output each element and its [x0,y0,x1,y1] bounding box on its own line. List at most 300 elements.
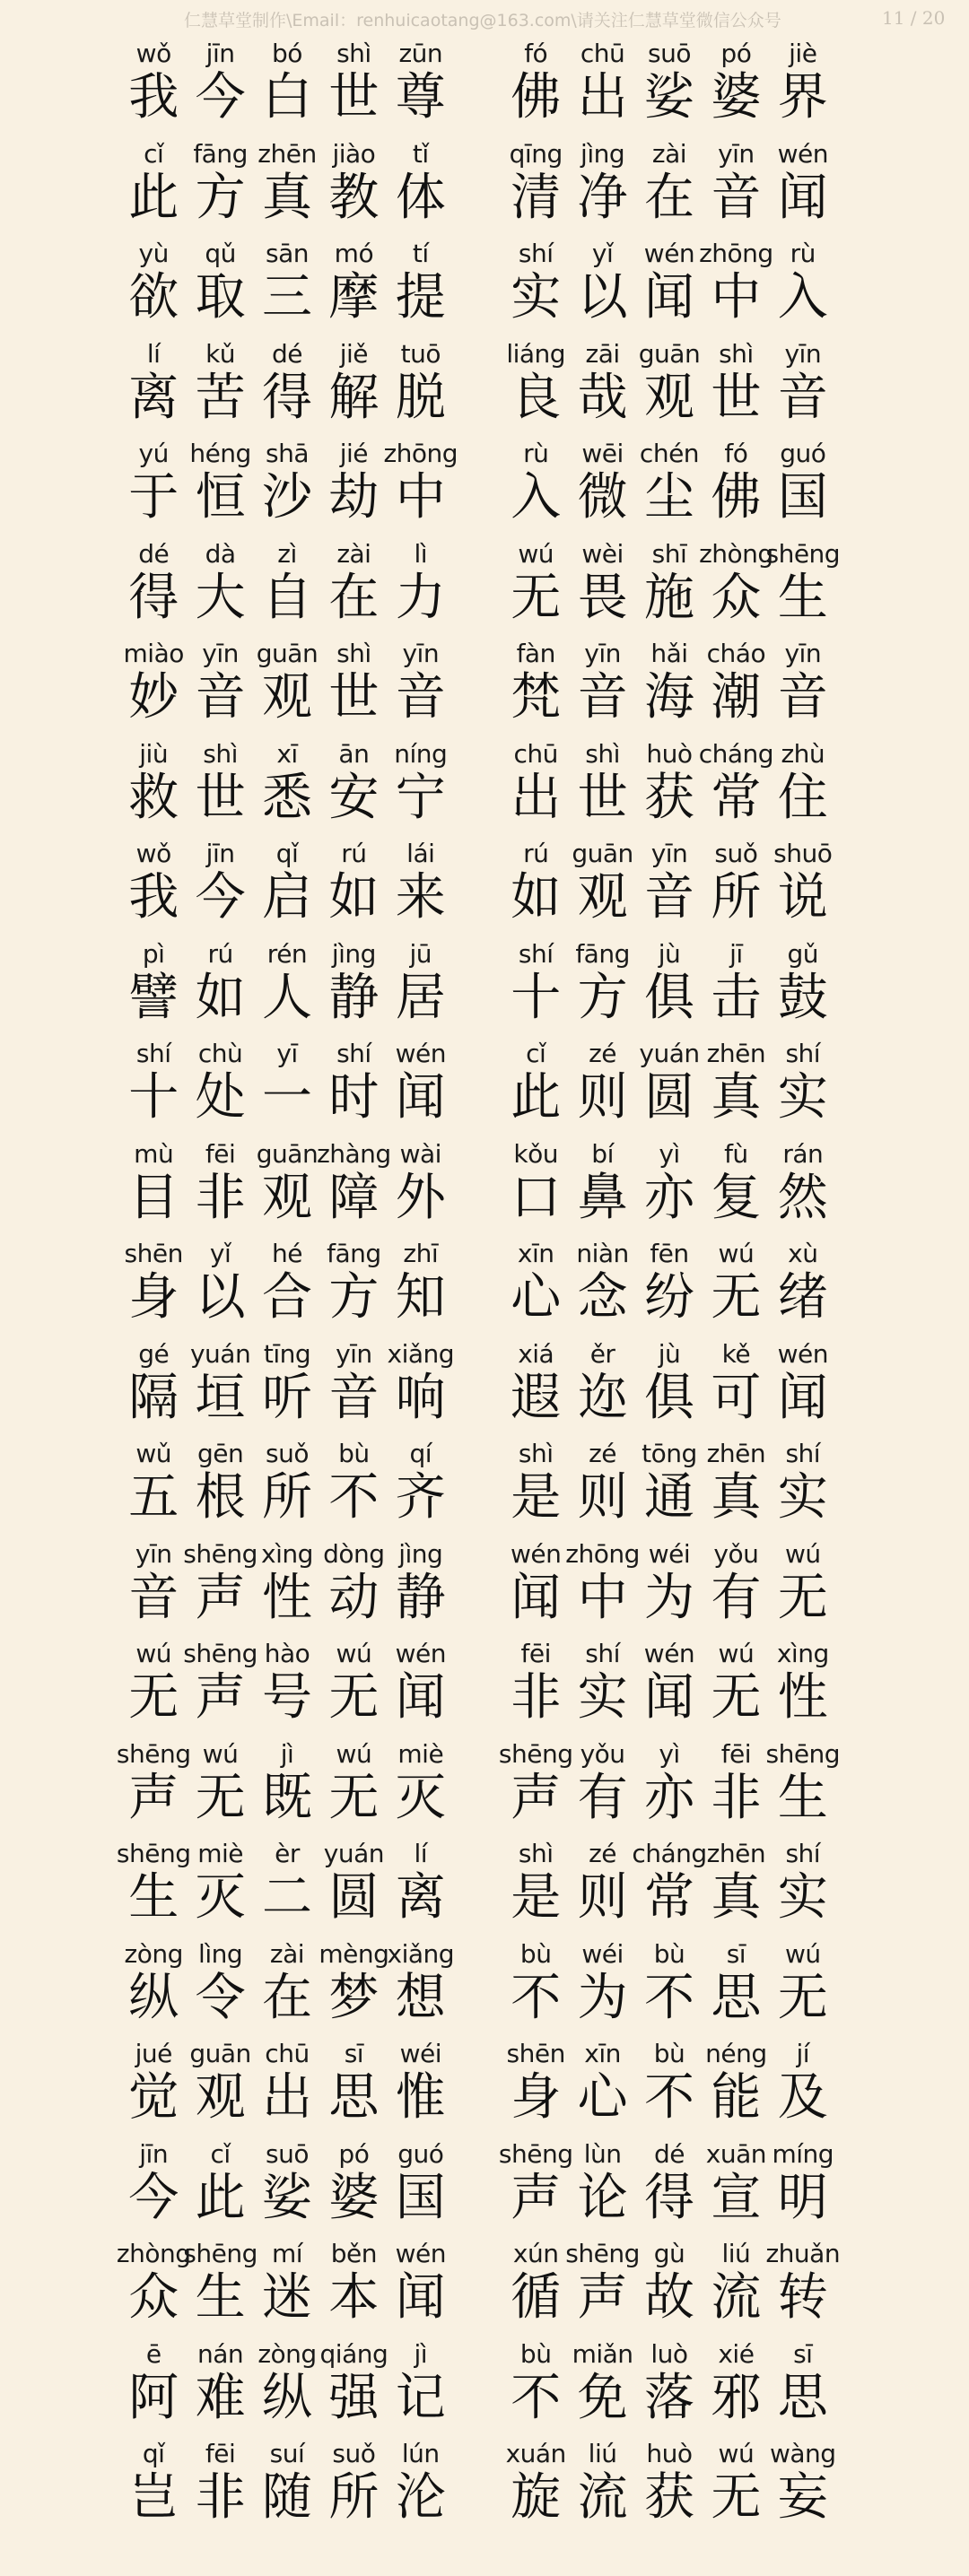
hanzi: 合 [261,1268,312,1327]
character-cell [770,1636,836,1736]
hanzi: 提 [395,268,446,326]
pinyin: yǒu [580,1738,625,1769]
pinyin: yǐ [591,239,614,268]
hanzi: 方 [195,168,246,227]
hanzi: 强 [328,2368,380,2427]
verse-row [0,1336,969,1437]
pinyin: shēng [498,1738,573,1769]
pinyin: zì [277,538,297,569]
hanzi: 声 [128,1768,179,1827]
pinyin: níng [394,738,448,769]
character-cell [770,2337,836,2437]
hanzi: 真 [261,168,312,227]
hanzi: 圆 [643,1068,694,1127]
pinyin: qǔ [205,239,236,268]
pinyin: jí [796,2039,810,2068]
hanzi: 中 [577,1568,628,1627]
hanzi: 此 [511,1068,562,1127]
pinyin: yīn [202,639,239,668]
pinyin: jī [729,938,743,969]
pinyin: fāng [575,938,630,969]
pinyin: èr [275,1839,300,1868]
hanzi: 离 [395,1868,446,1927]
hanzi: 良 [511,368,562,427]
pinyin: guān [256,639,319,668]
hanzi: 然 [777,1168,828,1227]
hanzi: 妙 [128,668,179,727]
verse-row [0,736,969,837]
hanzi: 所 [711,868,762,927]
verse-line-right [502,36,836,136]
pinyin: shēng [565,2239,640,2268]
pinyin: wéi [581,1938,624,1969]
pinyin: pó [338,2138,370,2169]
hanzi: 无 [195,1768,246,1827]
verse-line-right [502,2236,841,2337]
pinyin: shí [336,1039,371,1068]
hanzi: 音 [777,368,828,427]
pinyin: wén [643,239,695,268]
verse-line-left [120,1236,454,1336]
pinyin: tí [412,239,429,268]
character-cell [770,1036,836,1136]
character-cell [765,1736,841,1837]
hanzi: 在 [261,1968,312,2027]
hanzi: 不 [511,1968,562,2027]
hanzi: 娑 [261,2168,312,2227]
pinyin: bù [519,2338,552,2369]
pinyin: pó [720,39,752,68]
verse-line-right [502,1836,836,1936]
hanzi: 众 [711,568,762,627]
hanzi: 不 [328,1468,380,1527]
hanzi: 有 [577,1768,628,1827]
pinyin: yǐ [209,1239,231,1268]
pinyin: shí [135,1039,171,1068]
hanzi: 灭 [395,1768,446,1827]
pinyin: fēi [205,2439,236,2468]
verse-row [0,936,969,1037]
pinyin: bù [653,1938,685,1969]
hanzi: 无 [711,2468,762,2527]
pinyin: dé [653,2138,685,2169]
hanzi: 灭 [195,1868,246,1927]
verse-row [0,1436,969,1536]
verse-line-right [502,1936,836,2037]
hanzi: 我 [128,868,179,927]
pinyin: jìng [581,138,625,169]
hanzi: 随 [261,2468,312,2527]
pinyin: fēi [720,1738,752,1769]
hanzi: 不 [643,1968,694,2027]
hanzi: 婆 [328,2168,380,2227]
character-cell [388,1336,454,1437]
pinyin: shī [651,538,687,569]
pinyin: huò [646,2439,693,2468]
page-number: 11 / 20 [882,7,946,29]
pinyin: shí [518,239,554,268]
pinyin: shēng [498,2138,573,2169]
verse-line-right [502,736,836,837]
pinyin: shā [265,439,309,468]
pinyin: zhù [781,738,825,769]
hanzi: 取 [195,268,246,326]
pinyin: jù [658,938,681,969]
hanzi: 非 [711,1768,762,1827]
pinyin: wén [777,138,828,169]
hanzi: 大 [195,568,246,627]
character-cell [770,1336,836,1437]
character-cell [770,636,836,736]
hanzi: 出 [577,68,628,126]
pinyin: sān [265,239,309,268]
pinyin: bù [338,1439,370,1468]
pinyin: hào [264,1639,310,1668]
character-cell [388,1536,454,1637]
character-cell [770,136,836,237]
pinyin: shēng [765,1738,841,1769]
pinyin: kǒu [513,1138,558,1169]
hanzi: 住 [777,768,828,827]
hanzi: 口 [511,1168,562,1227]
pinyin: xìng [261,1538,313,1569]
pinyin: cháo [706,639,766,668]
pinyin: shì [518,1839,554,1868]
hanzi: 记 [395,2368,446,2427]
hanzi: 一 [261,1068,312,1127]
hanzi: 垣 [195,1368,246,1427]
character-cell [388,1736,454,1837]
pinyin: jīn [139,2138,169,2169]
hanzi: 流 [711,2268,762,2327]
pinyin: zé [589,1039,617,1068]
pinyin: wú [718,1239,755,1268]
hanzi: 静 [395,1568,446,1627]
verse-line-left [120,136,454,237]
pinyin: lìng [198,1938,243,1969]
character-cell [770,736,836,837]
pinyin: guān [256,1138,319,1169]
hanzi: 此 [195,2168,246,2227]
pinyin: zhōng [565,1538,640,1569]
pinyin: rán [782,1138,824,1169]
hanzi: 国 [395,2168,446,2227]
pinyin: guān [572,839,633,868]
character-cell [770,936,836,1037]
page-header [0,7,969,34]
pinyin: hǎi [650,639,688,668]
pinyin: tǐ [412,138,429,169]
pinyin: héng [189,439,251,468]
hanzi: 白 [261,68,312,126]
hanzi: 来 [395,868,446,927]
hanzi: 如 [511,868,562,927]
pinyin: shēng [765,538,841,569]
pinyin: néng [705,2039,767,2068]
hanzi: 出 [261,2068,312,2127]
hanzi: 真 [711,1068,762,1127]
pinyin: gé [138,1338,170,1369]
hanzi: 有 [711,1568,762,1627]
pinyin: luò [650,2338,688,2369]
character-cell [388,836,454,936]
hanzi: 清 [511,168,562,227]
hanzi: 微 [577,468,628,527]
hanzi: 方 [328,1268,380,1327]
hanzi: 救 [128,768,179,827]
pinyin: sī [793,2338,813,2369]
pinyin: wú [202,1738,239,1769]
hanzi: 无 [777,1568,828,1627]
pinyin: jū [409,938,432,969]
hanzi: 纵 [261,2368,312,2427]
pinyin: xiá [518,1338,554,1369]
hanzi: 闻 [777,168,828,227]
hanzi: 得 [643,2168,694,2227]
character-cell [770,836,836,936]
pinyin: shì [336,39,371,68]
hanzi: 循 [511,2268,562,2327]
verse-row [0,236,969,336]
pinyin: lí [146,338,161,369]
pinyin: cháng [698,738,774,769]
hanzi: 音 [128,1568,179,1627]
pinyin: cháng [632,1839,707,1868]
character-cell [388,936,454,1037]
verse-line-left [120,2337,454,2437]
pinyin: chū [265,2039,310,2068]
character-cell [770,1436,836,1536]
character-cell [388,2137,454,2237]
hanzi: 免 [577,2368,628,2427]
hanzi: 世 [328,668,380,727]
hanzi: 音 [328,1368,380,1427]
verse-line-right [502,2337,836,2437]
character-cell [388,1936,454,2037]
pinyin: wú [518,538,554,569]
pinyin: lún [401,2439,440,2468]
hanzi: 流 [577,2468,628,2527]
pinyin: rú [341,839,367,868]
pinyin: fó [724,439,748,468]
character-cell [770,1836,836,1936]
pinyin: cǐ [526,1039,546,1068]
hanzi: 宣 [711,2168,762,2227]
hanzi: 明 [777,2168,828,2227]
hanzi: 无 [777,1968,828,2027]
verse-row [0,536,969,637]
hanzi: 亦 [643,1768,694,1827]
hanzi: 妄 [777,2468,828,2527]
pinyin: gù [653,2239,685,2268]
pinyin: suǒ [266,1439,309,1468]
pinyin: xiǎng [387,1338,455,1369]
hanzi: 不 [643,2068,694,2127]
pinyin: xuān [705,2138,766,2169]
hanzi: 苦 [195,368,246,427]
hanzi: 观 [577,868,628,927]
verse-line-right [502,1336,836,1437]
pinyin: guó [780,439,826,468]
character-cell [388,1836,454,1936]
verse-line-left [120,1336,454,1437]
pinyin: yuán [189,1338,251,1369]
character-cell [388,1136,454,1237]
pinyin: miè [397,1738,444,1769]
hanzi: 宁 [395,768,446,827]
hanzi: 思 [328,2068,380,2127]
verse-line-right [502,2436,836,2537]
pinyin: liú [721,2239,751,2268]
verse-line-left [120,36,454,136]
hanzi: 恒 [195,468,246,527]
pinyin: shuō [773,839,833,868]
hanzi: 十 [511,968,562,1027]
pinyin: wú [336,1738,372,1769]
pinyin: ān [338,738,370,769]
character-cell [388,636,454,736]
pinyin: fēn [650,1239,689,1268]
verse-line-left [120,2137,454,2237]
pinyin: gǔ [787,938,819,969]
verse-row [0,336,969,437]
hanzi: 解 [328,368,380,427]
verse-line-left [116,1736,454,1837]
verse-row [0,636,969,736]
pinyin: huò [646,738,693,769]
pinyin: yǒu [713,1538,759,1569]
character-cell [388,136,454,237]
verse-line-left [120,1636,454,1736]
pinyin: zhēn [258,138,317,169]
hanzi: 俱 [643,968,694,1027]
verse-row [0,1536,969,1637]
pinyin: bù [653,2039,685,2068]
pinyin: kě [721,1338,751,1369]
pinyin: hé [272,1239,302,1268]
verse-line-left [120,436,458,536]
pinyin: fēi [520,1639,551,1668]
hanzi: 以 [195,1268,246,1327]
hanzi: 可 [711,1368,762,1427]
pinyin: zài [651,138,687,169]
hanzi: 实 [577,1668,628,1727]
hanzi: 脱 [395,368,446,427]
pinyin: chū [580,39,625,68]
pinyin: chù [197,1039,243,1068]
pinyin: fù [724,1138,748,1169]
character-cell [770,2436,836,2537]
character-cell [765,536,841,637]
verse-row [0,2337,969,2437]
hanzi: 实 [511,268,562,326]
hanzi: 获 [643,2468,694,2527]
hanzi: 难 [195,2368,246,2427]
character-cell [770,1236,836,1336]
pinyin: miè [197,1839,243,1868]
hanzi: 实 [777,1468,828,1527]
pinyin: guān [638,338,701,369]
pinyin: qǐ [275,839,299,868]
hanzi: 真 [711,1868,762,1927]
hanzi: 无 [711,1268,762,1327]
pinyin: yì [659,1738,680,1769]
hanzi: 尊 [395,68,446,126]
hanzi: 隔 [128,1368,179,1427]
verse-line-right [502,636,836,736]
pinyin: mó [334,239,374,268]
character-cell [388,1636,454,1736]
hanzi: 想 [395,1968,446,2027]
character-cell [770,336,836,437]
pinyin: wú [718,1639,755,1668]
hanzi: 五 [128,1468,179,1527]
verse-row [0,36,969,136]
pinyin: rù [523,439,549,468]
pinyin: zhōng [699,239,773,268]
pinyin: zhòng [116,2239,191,2268]
hanzi: 启 [261,868,312,927]
pinyin: míng [772,2138,834,2169]
hanzi: 亦 [643,1168,694,1227]
hanzi: 体 [395,168,446,227]
hanzi: 击 [711,968,762,1027]
hanzi: 十 [128,1068,179,1127]
hanzi: 佛 [711,468,762,527]
verse-row [0,436,969,536]
pinyin: wén [511,1538,562,1569]
pinyin: lái [406,839,435,868]
hanzi: 音 [643,868,694,927]
verse-line-right [502,936,836,1037]
hanzi: 遐 [511,1368,562,1427]
hanzi: 是 [511,1468,562,1527]
pinyin: wú [718,2439,755,2468]
hanzi: 障 [328,1168,380,1227]
pinyin: yīn [135,1538,172,1569]
hanzi: 常 [643,1868,694,1927]
hanzi: 圆 [328,1868,380,1927]
verse-line-right [498,2137,836,2237]
character-cell [770,2137,836,2237]
hanzi: 目 [128,1168,179,1227]
hanzi: 我 [128,68,179,126]
verse-line-right [502,1136,836,1237]
pinyin: jìng [331,938,376,969]
hanzi: 如 [195,968,246,1027]
character-cell [388,1436,454,1536]
hanzi: 在 [643,168,694,227]
verse-line-left [120,836,454,936]
hanzi: 声 [511,1768,562,1827]
pinyin: fāng [193,138,248,169]
pinyin: shēng [183,1538,258,1569]
pinyin: xuán [505,2439,566,2468]
pinyin: yīn [784,338,822,369]
hanzi: 为 [643,1568,694,1627]
hanzi: 复 [711,1168,762,1227]
pinyin: shí [785,1439,821,1468]
hanzi: 说 [777,868,828,927]
verse-line-left [120,336,454,437]
hanzi: 闻 [777,1368,828,1427]
hanzi: 观 [643,368,694,427]
hanzi: 无 [328,1768,380,1827]
hanzi: 入 [511,468,562,527]
hanzi: 声 [577,2268,628,2327]
hanzi: 思 [777,2368,828,2427]
pinyin: wǒ [135,39,171,68]
